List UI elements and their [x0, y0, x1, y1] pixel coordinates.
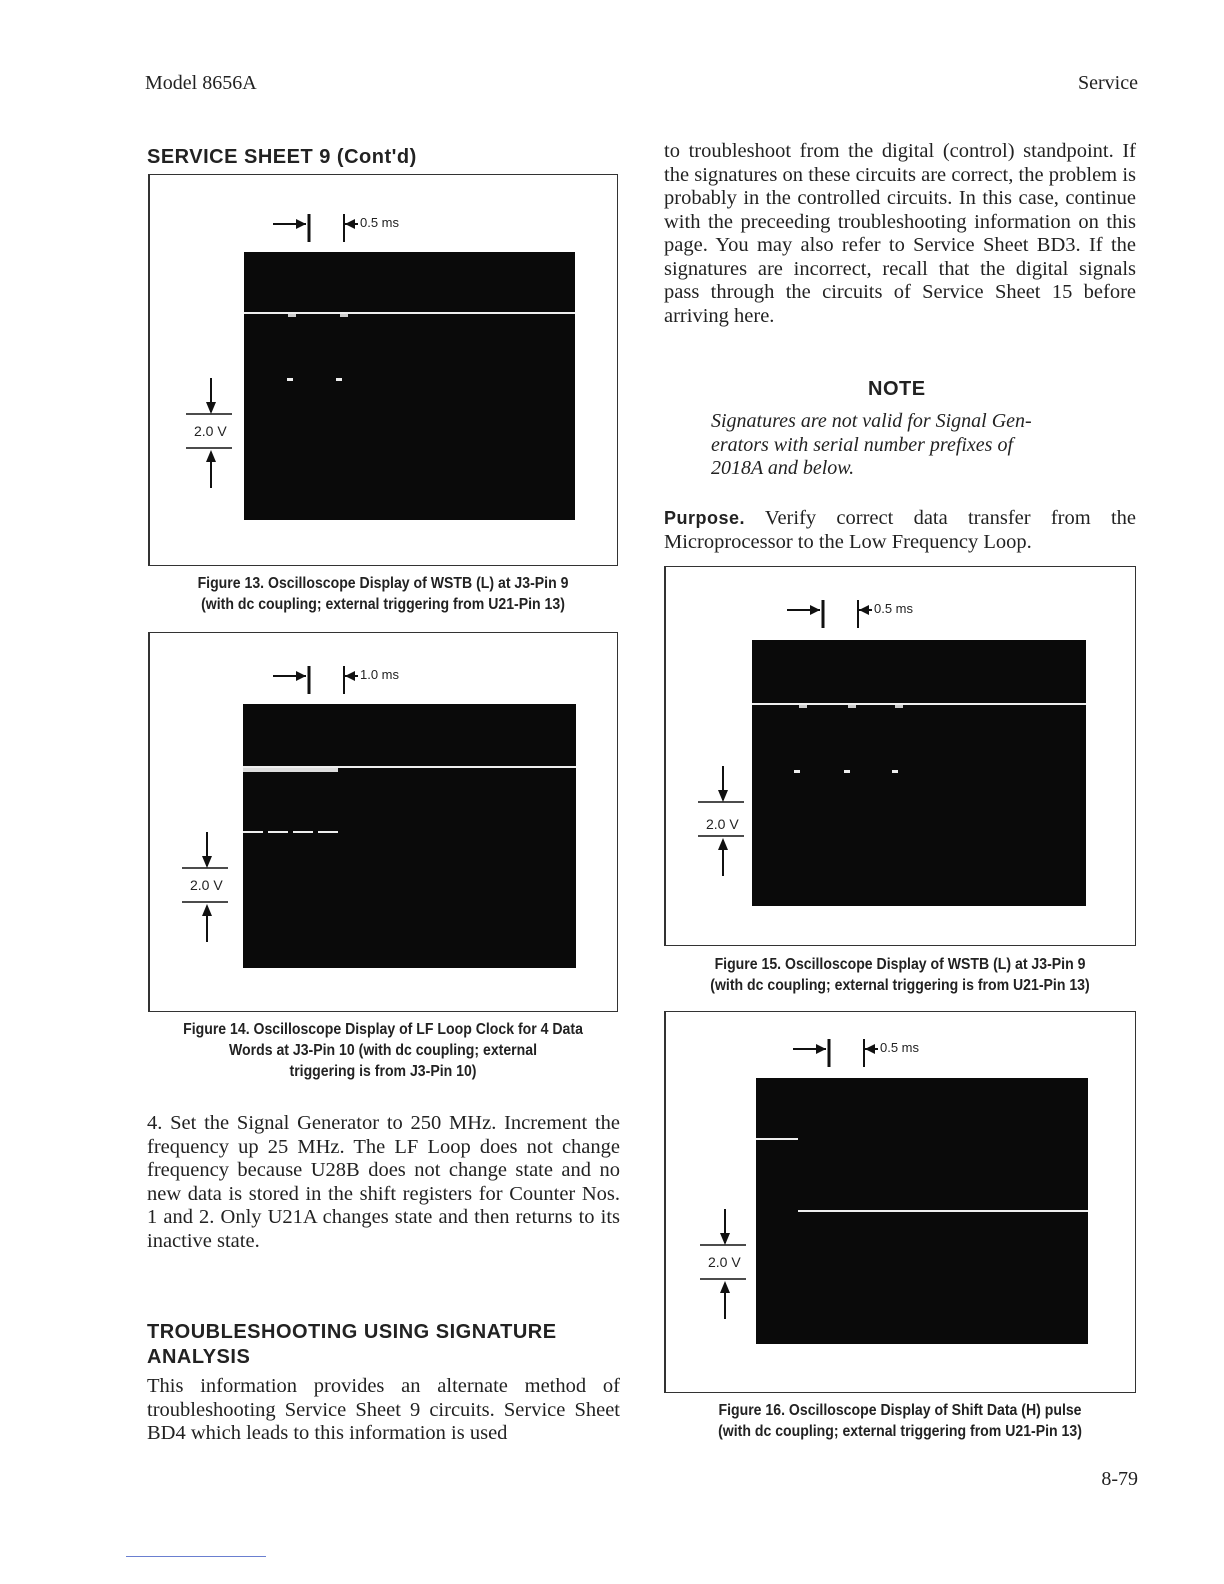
time-marker-icon: [788, 1035, 878, 1071]
time-marker-icon: [268, 210, 358, 246]
volt-label: 2.0 V: [194, 423, 227, 439]
page-number: 8-79: [1101, 1468, 1138, 1490]
header-model: Model 8656A: [145, 72, 257, 94]
time-marker-icon: [782, 596, 872, 632]
figure-13-caption: Figure 13. Oscilloscope Display of WSTB (L) at J3-Pin 9 (with dc coupling; external triggering from U21-Pin 13): [197, 575, 569, 613]
purpose-label: Purpose.: [664, 508, 746, 528]
trace-line: [798, 1210, 1088, 1212]
trace-dot: [794, 770, 800, 773]
trace-line: [756, 1138, 798, 1140]
step-4-paragraph: 4. Set the Signal Generator to 250 MHz. Increment the frequency up 25 MHz. The LF Loop does not change frequency because U28B does not change state and no new data is stored in the shift registers for Counter Nos. 1 and 2. Only U21A changes state and then returns to its inactive state.: [147, 1112, 620, 1252]
figure-16: [664, 1011, 1136, 1393]
time-label: 0.5 ms: [360, 215, 400, 230]
volt-label: 2.0 V: [190, 877, 223, 893]
figure-16-caption: Figure 16. Oscilloscope Display of Shift Data (H) pulse (with dc coupling; external triggering from U21-Pin 13): [718, 1402, 1082, 1440]
trace-dot: [336, 378, 342, 381]
scope-display: [752, 640, 1086, 906]
time-label: 0.5 ms: [874, 601, 914, 616]
footer-rule: [126, 1556, 266, 1557]
trace-dot: [892, 770, 898, 773]
time-label: 0.5 ms: [880, 1040, 920, 1055]
time-label: 1.0 ms: [360, 667, 400, 682]
volt-label: 2.0 V: [708, 1254, 741, 1270]
troubleshooting-paragraph: This information provides an alternate method of troubleshooting Service Sheet 9 circuits. Service Sheet BD4 which leads to this information is used: [147, 1375, 620, 1444]
purpose-paragraph: Purpose. Verify correct data transfer from the Microprocessor to the Low Frequency Loop.: [664, 507, 1136, 553]
trace-line: [243, 831, 338, 833]
scope-display: [244, 252, 575, 520]
continuation-paragraph: to troubleshoot from the digital (control) standpoint. If the signatures on these circuits are correct, the problem is probably in the controlled circuits. In this case, continue with the preceeding troubleshooting information on this page. You may also refer to Service Sheet BD3. If the signatures are incorrect, recall that the digital signals pass through the circuits of Service Sheet 15 before arriving here.: [664, 140, 1136, 327]
figure-14-caption: Figure 14. Oscilloscope Display of LF Loop Clock for 4 Data Words at J3-Pin 10 (with dc coupling; external triggering is from J3-Pin 10): [183, 1021, 583, 1080]
trace-dot: [844, 770, 850, 773]
scope-display: [756, 1078, 1088, 1344]
note-title: NOTE: [868, 378, 926, 400]
figure-15: [664, 566, 1136, 946]
time-marker-icon: [268, 662, 358, 698]
figure-13: [148, 174, 618, 566]
figure-15-caption: Figure 15. Oscilloscope Display of WSTB (L) at J3-Pin 9 (with dc coupling; external triggering is from U21-Pin 13): [710, 956, 1090, 994]
troubleshooting-heading: TROUBLESHOOTING USING SIGNATURE ANALYSIS: [147, 1321, 557, 1368]
figure-14: [148, 632, 618, 1012]
section-title: SERVICE SHEET 9 (Cont'd): [147, 146, 417, 168]
note-text: Signatures are not valid for Signal Gen- erators with serial number prefixes of 2018A and below.: [711, 410, 1032, 479]
scope-display: [243, 704, 576, 968]
volt-label: 2.0 V: [706, 816, 739, 832]
header-section: Service: [1078, 72, 1138, 94]
trace-dot: [287, 378, 293, 381]
